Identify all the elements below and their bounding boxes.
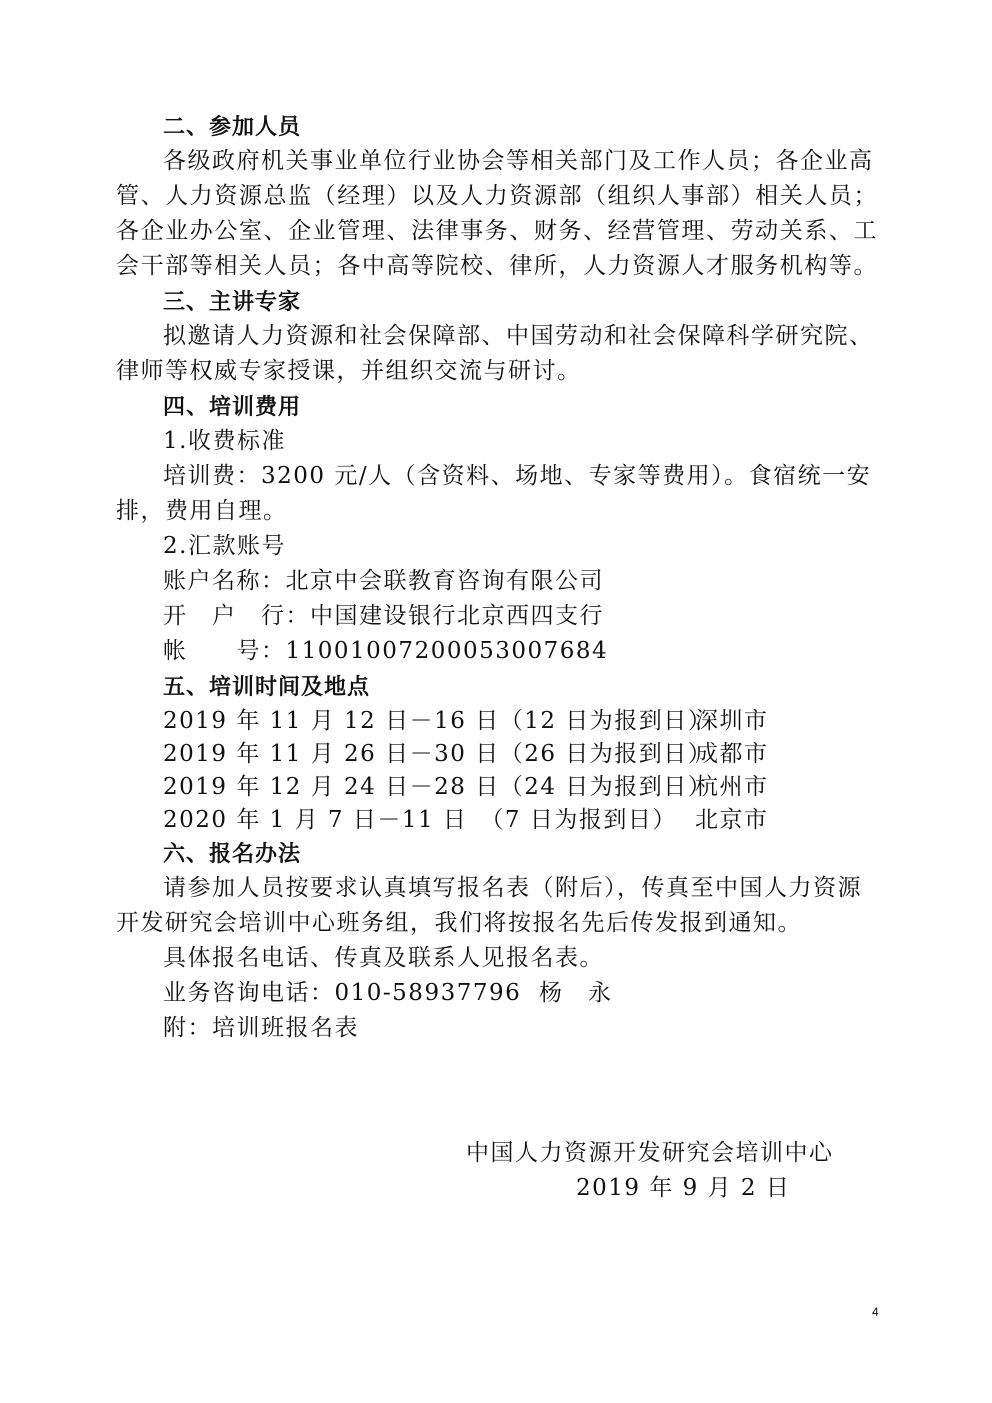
paragraph-line: 各级政府机关事业单位行业协会等相关部门及工作人员；各企业高 <box>163 148 874 174</box>
consult-phone: 业务咨询电话：010-58937796 <box>163 980 522 1006</box>
account-number: 帐 号：11001007200053007684 <box>163 638 609 664</box>
signature-date: 2019 年 9 月 2 日 <box>576 1175 791 1201</box>
paragraph-line: 各企业办公室、企业管理、法律事务、财务、经营管理、劳动关系、工 <box>116 218 878 244</box>
consult-row <box>163 978 613 1008</box>
paragraph-line: 拟邀请人力资源和社会保障部、中国劳动和社会保障科学研究院、 <box>163 323 874 349</box>
section-heading-experts: 三、主讲专家 <box>163 290 302 315</box>
paragraph-line: 具体报名电话、传真及联系人见报名表。 <box>163 945 604 971</box>
account-name: 账户名称：北京中会联教育咨询有限公司 <box>163 568 604 594</box>
paragraph-line: 排，费用自理。 <box>116 498 288 524</box>
section-heading-registration: 六、报名办法 <box>163 842 302 867</box>
schedule-date: 2020 年 1 月 7 日－11 日 （7 日为报到日） <box>163 807 677 833</box>
schedule-city: 成都市 <box>695 741 769 767</box>
page-number: 4 <box>872 1305 879 1319</box>
fee-standard-title: 1.收费标准 <box>163 428 286 454</box>
paragraph-line: 请参加人员按要求认真填写报名表（附后），传真至中国人力资源 <box>163 875 862 901</box>
section-heading-schedule: 五、培训时间及地点 <box>163 675 371 700</box>
schedule-city: 深圳市 <box>695 708 769 734</box>
paragraph-line: 会干部等相关人员；各中高等院校、律所，人力资源人才服务机构等。 <box>116 253 878 279</box>
section-heading-participants: 二、参加人员 <box>163 115 302 140</box>
schedule-row <box>163 805 769 835</box>
paragraph-line: 培训费：3200 元/人（含资料、场地、专家等费用）。食宿统一安 <box>163 463 872 489</box>
schedule-city: 杭州市 <box>695 774 769 800</box>
schedule-city: 北京市 <box>695 807 769 833</box>
schedule-date: 2019 年 11 月 26 日－30 日（26 日为报到日） <box>163 741 713 767</box>
paragraph-line: 开发研究会培训中心班务组，我们将按报名先后传发报到通知。 <box>116 910 802 936</box>
section-heading-fees: 四、培训费用 <box>163 395 302 420</box>
schedule-row <box>163 706 769 736</box>
signature-org: 中国人力资源开发研究会培训中心 <box>466 1140 834 1166</box>
schedule-row <box>163 739 769 769</box>
attachment-note: 附：培训班报名表 <box>163 1015 359 1041</box>
paragraph-line: 律师等权威专家授课，并组织交流与研讨。 <box>116 358 582 384</box>
paragraph-line: 管、人力资源总监（经理）以及人力资源部（组织人事部）相关人员； <box>116 183 878 209</box>
contact-name: 杨 永 <box>539 980 613 1006</box>
schedule-date: 2019 年 12 月 24 日－28 日（24 日为报到日） <box>163 774 713 800</box>
account-title: 2.汇款账号 <box>163 533 286 559</box>
schedule-row <box>163 772 769 802</box>
schedule-date: 2019 年 11 月 12 日－16 日（12 日为报到日） <box>163 708 713 734</box>
bank-name: 开 户 行：中国建设银行北京西四支行 <box>163 603 604 629</box>
